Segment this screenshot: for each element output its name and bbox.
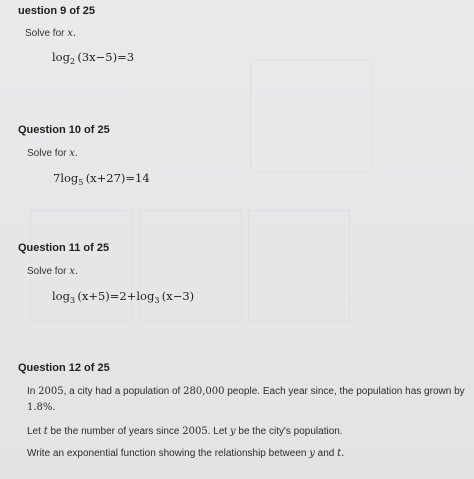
question-9-equation: $\log_2 (3x-5)=3$ xyxy=(52,50,135,66)
question-10-equation: $7\log_5$ (x+27)=14 xyxy=(53,171,150,187)
question-12-paragraph-1: In 2005, a city had a population of 280,000 people. Each year since, the population has grown by 1.8%. xyxy=(27,386,465,413)
question-10-title: Question 10 of 25 xyxy=(18,124,110,136)
question-12-title: Question 12 of 25 xyxy=(18,362,110,374)
question-12-paragraph-2: Let t be the number of years since 2005. Let y be the city's population. xyxy=(27,426,343,437)
question-11-prompt: Solve for x. xyxy=(27,266,79,277)
question-11-title: Question 11 of 25 xyxy=(18,242,110,254)
question-9-prompt: Solve for x. xyxy=(25,28,77,39)
question-10-prompt: Solve for x. xyxy=(27,148,79,159)
question-11-equation: $\log_3 (x+5)=2+\log_3$ (x−3) xyxy=(52,289,195,305)
question-12-paragraph-3: Write an exponential function showing the relationship between y and t. xyxy=(27,448,345,459)
show-through-graph-2 xyxy=(140,210,242,322)
question-9-title: uestion 9 of 25 xyxy=(18,5,96,17)
show-through-graph-4 xyxy=(250,60,372,172)
show-through-graph-3 xyxy=(248,210,350,322)
